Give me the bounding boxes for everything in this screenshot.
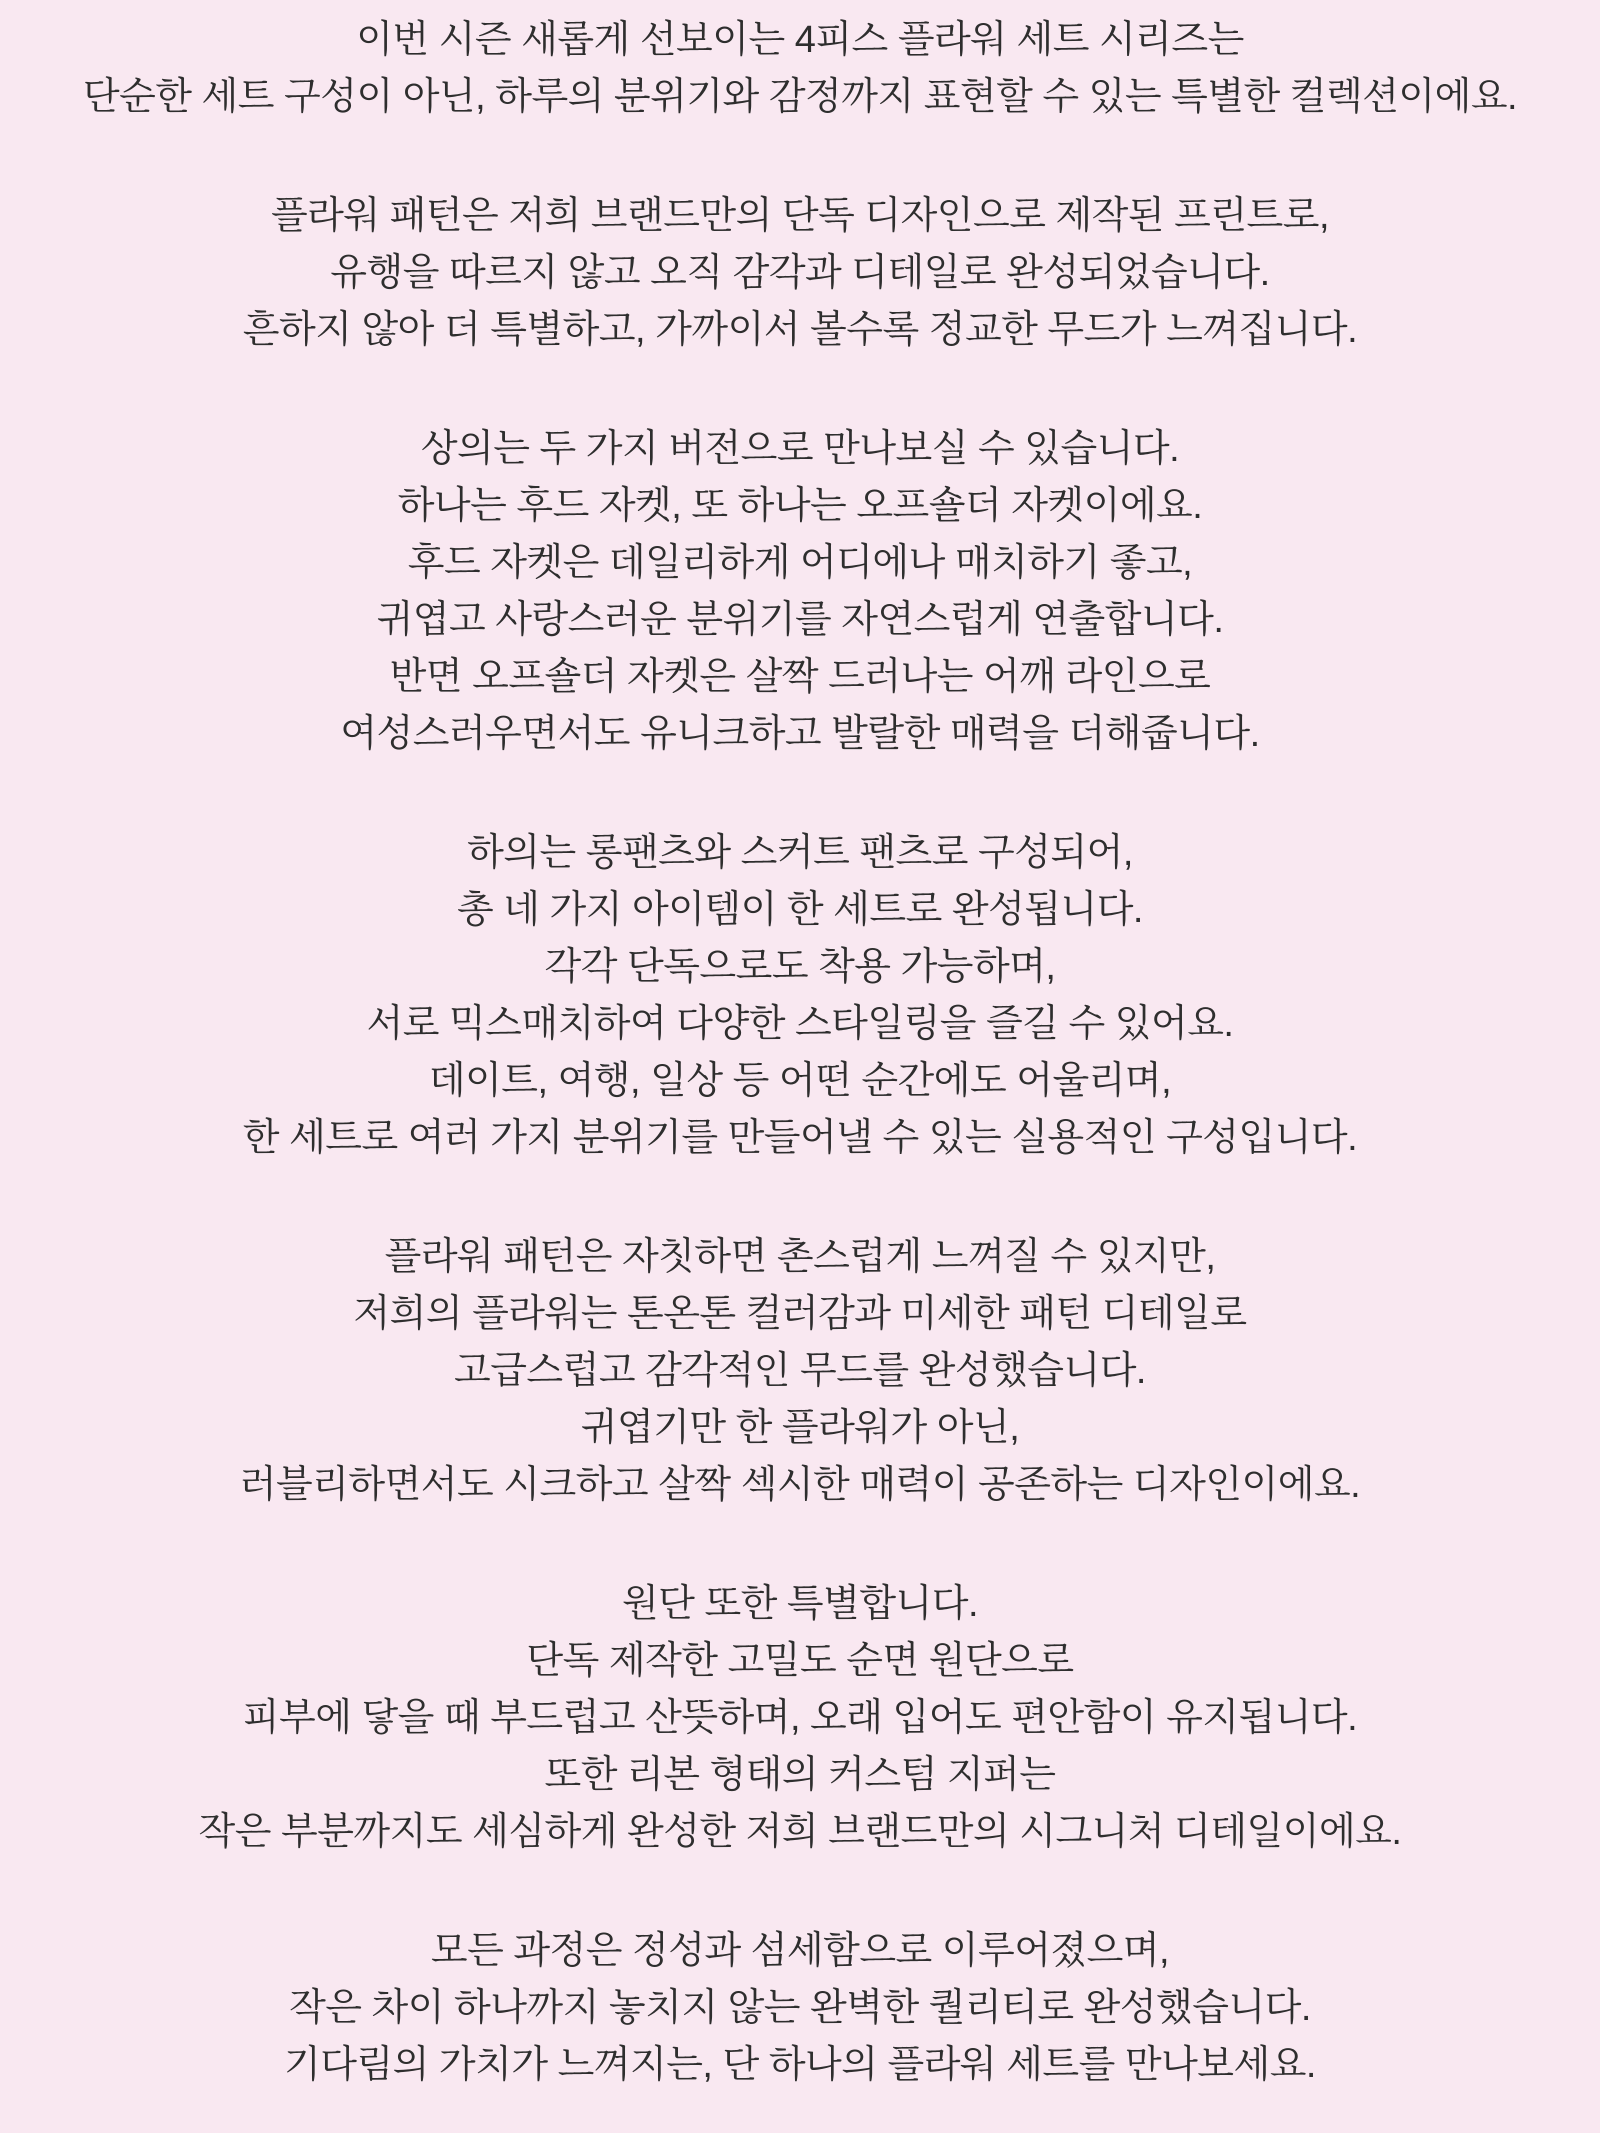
text-line: 플라워 패턴은 자칫하면 촌스럽게 느껴질 수 있지만, (384, 1236, 1216, 1278)
text-line: 플라워 패턴은 저희 브랜드만의 단독 디자인으로 제작된 프린트로, (270, 195, 1330, 237)
text-line: 귀엽고 사랑스러운 분위기를 자연스럽게 연출합니다. (376, 599, 1224, 641)
text-line: 흔하지 않아 더 특별하고, 가까이서 볼수록 정교한 무드가 느껴집니다. (242, 309, 1358, 351)
text-line: 이번 시즌 새롭게 선보이는 4피스 플라워 세트 시리즈는 (356, 19, 1244, 61)
paragraph-tops (0, 421, 1600, 763)
text-line: 여성스러우면서도 유니크하고 발랄한 매력을 더해줍니다. (340, 713, 1260, 755)
text-line: 러블리하면서도 시크하고 살짝 섹시한 매력이 공존하는 디자인이에요. (239, 1464, 1361, 1506)
text-line: 또한 리본 형태의 커스텀 지퍼는 (544, 1754, 1056, 1796)
paragraph-closing (0, 1923, 1600, 2094)
text-line: 반면 오프숄더 자켓은 살짝 드러나는 어깨 라인으로 (389, 656, 1211, 698)
text-line: 고급스럽고 감각적인 무드를 완성했습니다. (454, 1350, 1146, 1392)
text-line: 원단 또한 특별합니다. (621, 1583, 979, 1625)
text-line: 데이트, 여행, 일상 등 어떤 순간에도 어울리며, (428, 1060, 1172, 1102)
text-line: 총 네 가지 아이템이 한 세트로 완성됩니다. (457, 889, 1143, 931)
text-line: 서로 믹스매치하여 다양한 스타일링을 즐길 수 있어요. (366, 1003, 1234, 1045)
paragraph-flower-pattern (0, 188, 1600, 359)
text-line: 유행을 따르지 않고 오직 감각과 디테일로 완성되었습니다. (330, 252, 1270, 294)
text-line: 하나는 후드 자켓, 또 하나는 오프숄더 자켓이에요. (397, 485, 1203, 527)
text-line: 작은 부분까지도 세심하게 완성한 저희 브랜드만의 시그니처 디테일이에요. (198, 1811, 1402, 1853)
paragraph-fabric (0, 1576, 1600, 1861)
text-line: 단독 제작한 고밀도 순면 원단으로 (526, 1640, 1074, 1682)
text-line: 저희의 플라워는 톤온톤 컬러감과 미세한 패턴 디테일로 (353, 1293, 1247, 1335)
text-line: 한 세트로 여러 가지 분위기를 만들어낼 수 있는 실용적인 구성입니다. (242, 1117, 1358, 1159)
text-line: 피부에 닿을 때 부드럽고 산뜻하며, 오래 입어도 편안함이 유지됩니다. (242, 1697, 1358, 1739)
text-line: 후드 자켓은 데일리하게 어디에나 매치하기 좋고, (407, 542, 1193, 584)
paragraph-intro (0, 12, 1600, 126)
text-line: 상의는 두 가지 버전으로 만나보실 수 있습니다. (420, 428, 1180, 470)
text-line: 하의는 롱팬츠와 스커트 팬츠로 구성되어, (467, 832, 1133, 874)
text-line: 귀엽기만 한 플라워가 아닌, (580, 1407, 1020, 1449)
text-line: 모든 과정은 정성과 섬세함으로 이루어졌으며, (430, 1930, 1170, 1972)
text-line: 기다림의 가치가 느껴지는, 단 하나의 플라워 세트를 만나보세요. (284, 2044, 1316, 2086)
text-line: 각각 단독으로도 착용 가능하며, (544, 946, 1056, 988)
paragraph-mood (0, 1229, 1600, 1514)
paragraph-bottoms (0, 825, 1600, 1167)
text-line: 작은 차이 하나까지 놓치지 않는 완벽한 퀄리티로 완성했습니다. (289, 1987, 1311, 2029)
text-line: 단순한 세트 구성이 아닌, 하루의 분위기와 감정까지 표현할 수 있는 특별한 컬렉션이에요. (82, 76, 1518, 118)
